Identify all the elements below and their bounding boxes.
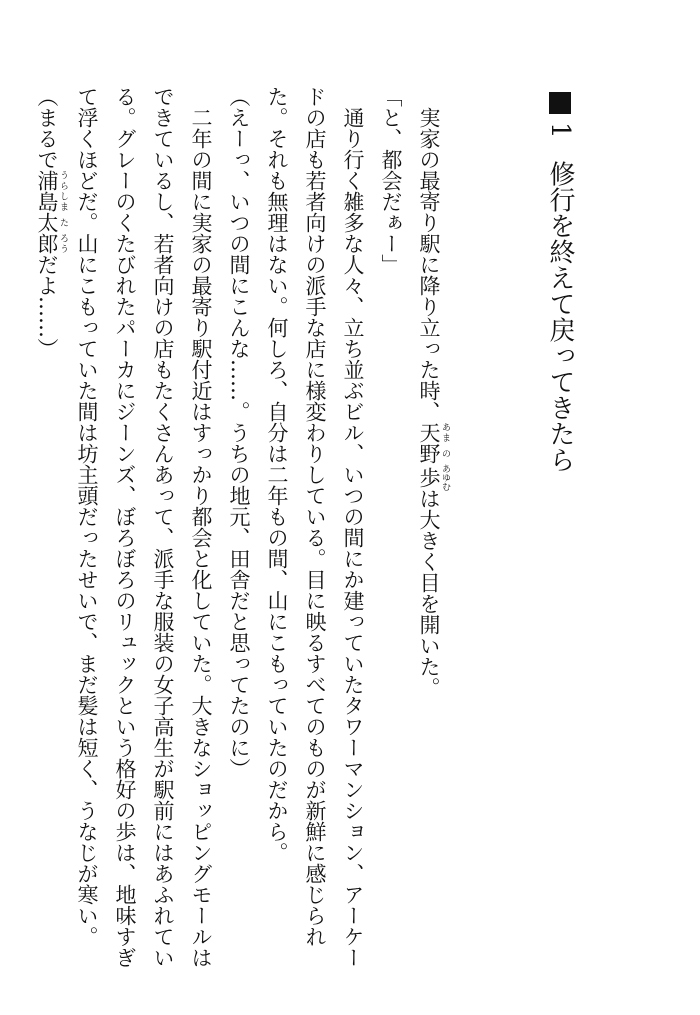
chapter-number: 1 xyxy=(545,122,575,139)
thought-line xyxy=(28,86,68,986)
ruby-base: 野 xyxy=(417,443,441,464)
paragraph-text: 実家の最寄り駅に降り立った時、 xyxy=(417,107,441,422)
ruby-base: 浦 xyxy=(35,170,59,191)
thought-line: （えーっ、いつの間にこんな……。うちの地元、田舎だと思ってたのに） xyxy=(227,86,251,779)
chapter-title: 修行を終えて戻ってきたら xyxy=(545,160,575,473)
paragraph xyxy=(410,86,450,986)
ruby-base: 歩 xyxy=(417,464,441,491)
paragraph-text: は大きく目を開いた。 xyxy=(417,488,441,698)
ruby-reading: あま xyxy=(440,422,450,443)
ruby-base: 太 xyxy=(35,212,59,233)
ruby-reading: しま xyxy=(58,191,68,212)
paragraph-text: （まるで xyxy=(35,86,59,170)
ruby-base: 郎 xyxy=(35,233,59,254)
ruby-reading: ろう xyxy=(58,233,68,254)
paragraph: 二年の間に実家の最寄り駅付近はすっかり都会と化していた。大きなショッピングモールはできているし、若者向けの店もたくさんあって、派手な服装の女子高生が駅前にはあふれている。グレーのくたびれたパーカにジーンズ、ぼろぼろのリュックという格好の歩は、地味すぎて浮くほどだ。山にこもっていた間は坊主頭だったせいで、まだ髪は短く、うなじが寒い。 xyxy=(75,86,213,968)
ruby-reading: の xyxy=(440,443,450,464)
ruby-base: 島 xyxy=(35,191,59,212)
paragraph-text: だよ……） xyxy=(35,254,59,359)
ruby-name xyxy=(35,170,68,254)
dialogue-line: 「と、都会だぁー」 xyxy=(379,86,403,275)
ruby-reading: た xyxy=(58,212,68,233)
ruby-reading: あゆむ xyxy=(440,464,450,491)
ruby-name xyxy=(417,464,450,491)
body-text xyxy=(28,86,450,986)
chapter-square-mark-icon xyxy=(549,92,571,114)
ruby-base: 天 xyxy=(417,422,441,443)
paragraph: 通り行く雑多な人々、立ち並ぶビル、いつの間にか建っていたタワーマンション、アーケードの店も若者向けの派手な店に様変わりしている。目に映るすべてのものが新鮮に感じられた。それも無理はない。何しろ、自分は二年もの間、山にこもっていたのだから。 xyxy=(265,86,365,968)
ruby-reading: うら xyxy=(58,170,68,191)
chapter-heading xyxy=(540,92,580,792)
ruby-name xyxy=(417,422,450,464)
